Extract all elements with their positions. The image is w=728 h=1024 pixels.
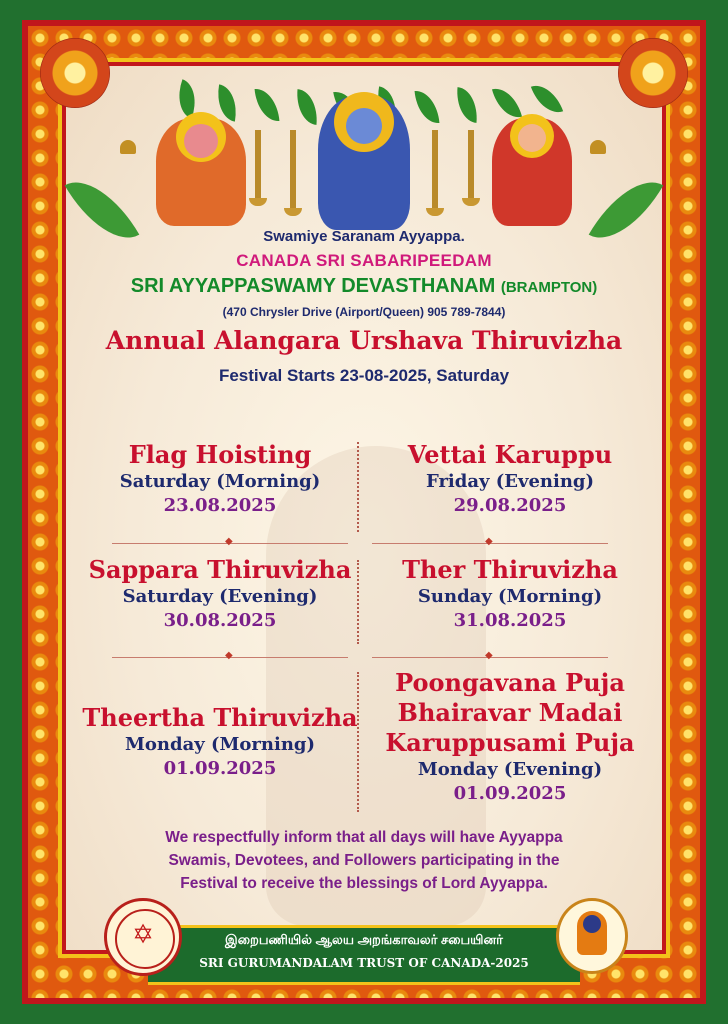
event-date: 01.09.2025 [163,758,277,779]
oil-lamp-icon [432,130,438,210]
event-date: 23.08.2025 [163,495,277,516]
oil-lamp-icon [255,130,261,200]
trust-seal-logo [104,898,182,976]
event-date: 01.09.2025 [453,783,567,804]
event-sappara-thiruvizha [70,555,370,633]
notice-text [96,826,632,895]
event-day: Saturday (Evening) [122,586,318,607]
event-flag-hoisting [70,440,370,518]
event-name: Vettai Karuppu [407,440,613,469]
ganesha-image [156,118,246,226]
event-theertha-thiruvizha [70,703,370,781]
event-date: 29.08.2025 [453,495,567,516]
horizontal-divider [112,543,348,544]
festival-start: Festival Starts 23-08-2025, Saturday [218,366,510,385]
event-name: Sappara Thiruvizha [88,555,352,584]
salutation-text: Swamiye Saranam Ayyappa. [263,228,465,245]
event-name: Flag Hoisting [128,440,312,469]
horizontal-divider [112,657,348,658]
notice-line: Festival to receive the blessings of Lord Ayyappa. [180,875,548,892]
event-name-line: Karuppusami Puja [385,728,635,757]
festival-title: Annual Alangara Urshava Thiruvizha [105,326,623,355]
event-ther-thiruvizha [362,555,658,633]
org-name-line2 [0,275,728,298]
event-poongavana-puja [362,668,658,806]
bell-icon [590,140,606,154]
ayyappa-image [318,96,410,230]
event-name-line: Poongavana Puja [395,668,625,697]
temple-address: (470 Chrysler Drive (Airport/Queen) 905 789-7844) [222,305,506,319]
notice-line: We respectfully inform that all days will have Ayyappa [165,829,563,846]
event-day: Monday (Morning) [124,734,316,755]
oil-lamp-icon [290,130,296,210]
footer-banner [148,925,580,985]
footer-trust-name: SRI GURUMANDALAM TRUST OF CANADA-2025 [199,956,529,970]
event-date: 31.08.2025 [453,610,567,631]
event-name: Theertha Thiruvizha [82,703,358,732]
event-vettai-karuppu [362,440,658,518]
org-name-line1: CANADA SRI SABARIPEEDAM [236,251,492,270]
bell-icon [120,140,136,154]
footer-tamil-text: இறைபணியில் ஆலய அறங்காவலர் சபையினர் [225,932,503,947]
event-date: 30.08.2025 [163,610,277,631]
ayyappa-emblem-logo [556,898,628,974]
event-name-line: Bhairavar Madai [397,698,623,727]
event-day: Saturday (Morning) [119,471,321,492]
notice-line: Swamis, Devotees, and Followers participating in the [168,852,560,869]
devi-image [492,118,572,226]
event-name: Ther Thiruvizha [402,555,618,584]
horizontal-divider [372,657,608,658]
event-day: Friday (Evening) [425,471,595,492]
oil-lamp-icon [468,130,474,200]
temple-location: (BRAMPTON) [500,279,598,296]
event-day: Monday (Evening) [417,759,603,780]
star-of-david-icon: ✡ [132,919,154,949]
temple-name: SRI AYYAPPASWAMY DEVASTHANAM [130,275,496,297]
horizontal-divider [372,543,608,544]
event-day: Sunday (Morning) [417,586,603,607]
